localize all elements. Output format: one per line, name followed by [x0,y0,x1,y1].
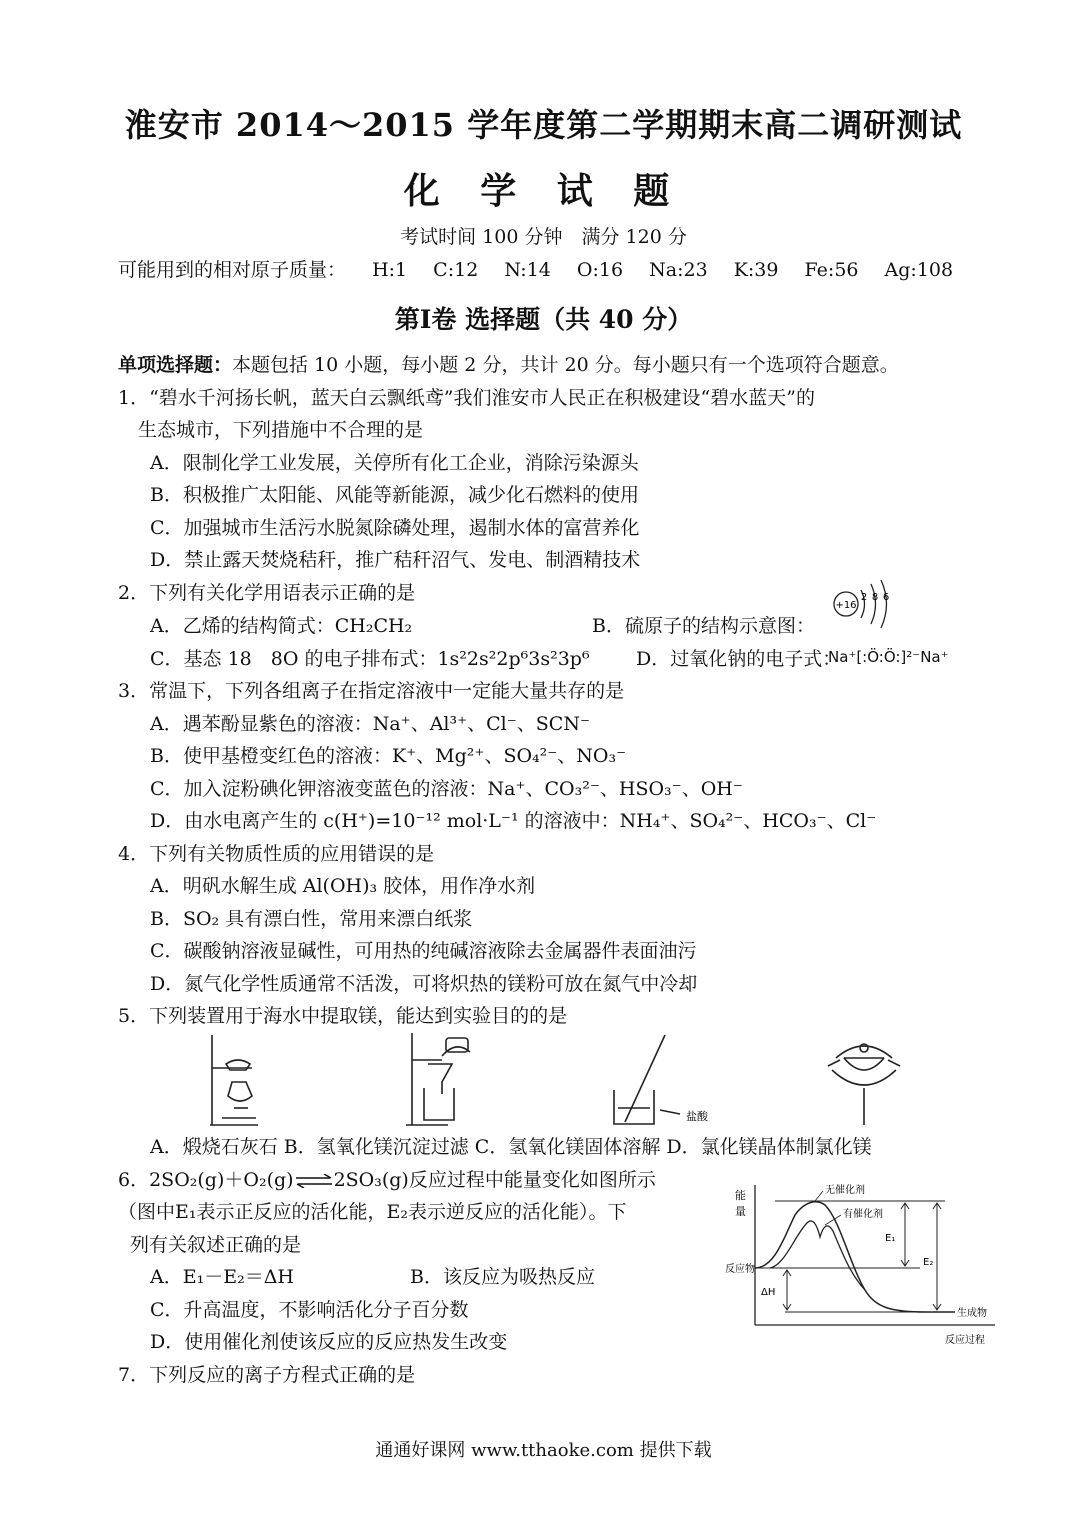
q5-option-b: B．氢氧化镁沉淀过滤 [283,1136,469,1158]
label-dh: ΔH [761,1287,776,1298]
q2-option-c: C．基态 18 8O 的电子排布式：1s²2s²2p⁶3s²3p⁶ [150,648,590,670]
q5-option-d: D．氯化镁晶体制氯化镁 [666,1136,872,1158]
apparatus-d-evaporation [828,1044,900,1125]
q2-option-a: A．乙烯的结构简式：CH₂CH₂ [150,615,413,637]
q3-stem: 3．常温下，下列各组离子在指定溶液中一定能大量共存的是 [118,680,625,702]
masses-label: 可能用到的相对原子质量： [118,259,347,281]
q6-equation-right: 2SO₃(g)反应过程中能量变化如图所示 [333,1169,656,1191]
mass-o: O:16 [576,259,624,281]
section-title: 第Ⅰ卷 选择题（共 40 分） [394,305,693,334]
q1-option-d: D．禁止露天焚烧秸秆，推广秸秆沼气、发电、制酒精技术 [150,549,641,571]
instruction-text: 本题包括 10 小题，每小题 2 分，共计 20 分。每小题只有一个选项符合题意。 [232,354,899,376]
q4-option-b: B．SO₂ 具有漂白性，常用来漂白纸浆 [150,908,473,930]
shell-1-count: 2 [860,592,868,603]
apparatus-a-calcination [210,1035,258,1125]
label-e2: E₂ [923,1257,934,1268]
q1-stem-1: 1．“碧水千河扬长帆，蓝天白云飘纸鸢”我们淮安市人民正在积极建设“碧水蓝天”的 [118,387,815,409]
label-e1: E₁ [885,1233,896,1244]
q5-stem: 5．下列装置用于海水中提取镁，能达到实验目的的是 [118,1005,568,1027]
label-with-catalyst: 有催化剂 [843,1209,883,1220]
q6-option-a: A．E₁－E₂＝ΔH [150,1266,294,1288]
section-instruction [118,352,899,378]
q6-equation-left: 6．2SO₂(g)＋O₂(g) [118,1169,294,1191]
q5-option-a: A．煅烧石灰石 [150,1136,278,1158]
q2-option-d: D．过氧化钠的电子式： [636,648,842,670]
q1-option-c: C．加强城市生活污水脱氮除磷处理，遏制水体的富营养化 [150,517,640,539]
apparatus-b-filtration [406,1033,470,1125]
mass-k: K:39 [733,259,779,281]
mass-ag: Ag:108 [884,259,954,281]
q4-option-c: C．碳酸钠溶液显碱性，可用热的纯碱溶液除去金属器件表面油污 [150,940,697,962]
peroxide-electron-formula: Na⁺[:Ö:Ö:]²⁻Na⁺ [828,648,949,666]
q3-option-a: A．遇苯酚显紫色的溶液：Na⁺、Al³⁺、Cl⁻、SCN⁻ [150,713,590,735]
q5-apparatus-figures [180,1030,980,1130]
q5-options [150,1134,872,1160]
shell-3-count: 6 [882,592,890,603]
mass-fe: Fe:56 [804,259,859,281]
atom-nucleus-label: +16 [835,600,857,611]
q1-option-b: B．积极推广太阳能、风能等新能源，减少化石燃料的使用 [150,484,639,506]
exam-title: 淮安市 2014～2015 学年度第二学期期末高二调研测试 [124,106,963,144]
mass-c: C:12 [433,259,479,281]
q5-option-c: C．氢氧化镁固体溶解 [474,1136,661,1158]
y-axis-label-2: 量 [735,1205,746,1218]
q6-option-b: B．该反应为吸热反应 [410,1266,595,1288]
label-products: 生成物 [957,1308,987,1319]
x-axis-label: 反应过程 [945,1335,985,1346]
apparatus-c-dissolution [614,1035,680,1124]
y-axis-label-1: 能 [735,1189,746,1202]
atomic-masses [118,255,973,282]
q2-stem: 2．下列有关化学用语表示正确的是 [118,582,416,604]
q3-option-c: C．加入淀粉碘化钾溶液变蓝色的溶液：Na⁺、CO₃²⁻、HSO₃⁻、OH⁻ [150,778,743,800]
q4-option-d: D．氮气化学性质通常不活泼，可将炽热的镁粉可放在氮气中冷却 [150,973,698,995]
page-footer: 通通好课网 www.tthaoke.com 提供下载 [375,1440,712,1461]
acid-label: 盐酸 [686,1110,708,1123]
curve-with-catalyst [770,1221,865,1290]
mass-na: Na:23 [649,259,708,281]
mass-h: H:1 [372,259,408,281]
label-no-catalyst: 无催化剂 [825,1185,865,1196]
exam-subtitle: 化 学 试 题 [403,170,684,212]
q6-option-c: C．升高温度，不影响活化分子百分数 [150,1299,469,1321]
instruction-label: 单项选择题： [118,354,233,376]
equilibrium-arrow-icon [294,1174,334,1188]
q6-option-d: D．使用催化剂使该反应的反应热发生改变 [150,1331,508,1353]
q3-option-b: B．使甲基橙变红色的溶液：K⁺、Mg²⁺、SO₄²⁻、NO₃⁻ [150,745,627,767]
q6-stem-1 [118,1167,656,1193]
q7-stem: 7．下列反应的离子方程式正确的是 [118,1364,416,1386]
q3-option-d: D．由水电离产生的 c(H⁺)=10⁻¹² mol·L⁻¹ 的溶液中：NH₄⁺、SO₄²⁻、HCO₃⁻、Cl⁻ [150,810,877,832]
q1-stem-2: 生态城市，下列措施中不合理的是 [138,419,424,441]
exam-info: 考试时间 100 分钟 满分 120 分 [400,226,687,248]
q4-stem: 4．下列有关物质性质的应用错误的是 [118,843,435,865]
q2-option-b: B．硫原子的结构示意图： [592,615,815,637]
mass-n: N:14 [504,259,551,281]
q4-option-a: A．明矾水解生成 Al(OH)₃ 胶体，用作净水剂 [150,875,536,897]
q6-stem-2: （图中E₁表示正反应的活化能，E₂表示逆反应的活化能）。下 [118,1201,627,1223]
energy-profile-graph [725,1175,1025,1355]
q6-stem-3: 列有关叙述正确的是 [130,1234,302,1256]
shell-2-count: 8 [871,592,879,603]
label-reactants: 反应物 [725,1264,755,1275]
sulfur-atom-diagram [830,576,896,628]
q1-option-a: A．限制化学工业发展，关停所有化工企业，消除污染源头 [150,452,639,474]
